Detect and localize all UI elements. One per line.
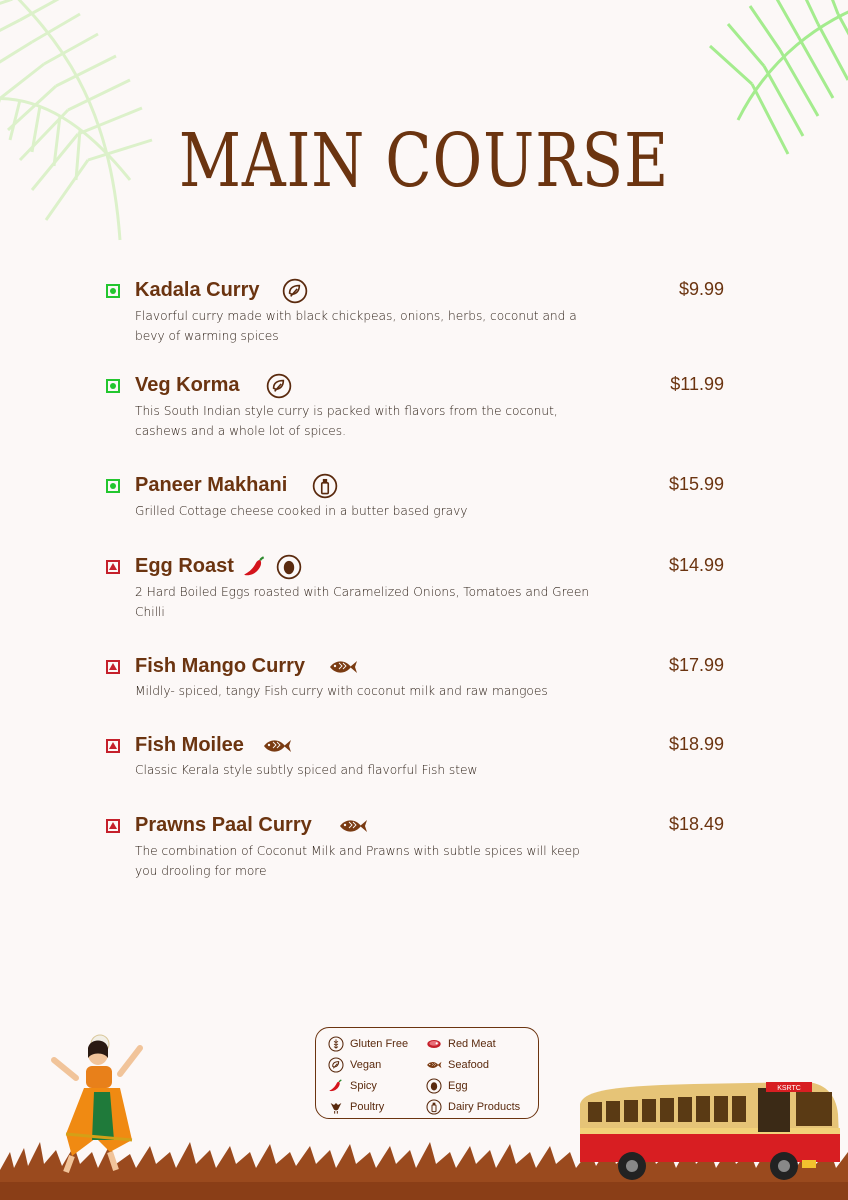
non-veg-mark-icon (106, 819, 120, 833)
item-price: $17.99 (668, 655, 724, 675)
legend-entry (426, 1075, 520, 1096)
page-title: MAIN COURSE (178, 118, 670, 204)
item-price: $18.49 (668, 814, 724, 834)
veg-mark-icon (106, 284, 120, 298)
dairy-icon (312, 473, 338, 499)
veg-mark-icon (106, 479, 120, 493)
dietary-legend (315, 1027, 539, 1119)
item-price: $15.99 (668, 474, 724, 494)
spicy-icon (328, 1078, 344, 1094)
egg-icon (276, 554, 302, 580)
item-name: Fish Mango Curry (135, 655, 306, 677)
legend-entry (426, 1054, 520, 1075)
legend-label: Gluten Free (350, 1037, 409, 1050)
legend-entry (426, 1096, 520, 1117)
item-name: Kadala Curry (135, 279, 260, 301)
item-description: Classic Kerala style subtly spiced and flavorful Fish stew (135, 763, 478, 777)
item-description: This South Indian style curry is packed with flavors from the coconut, cashews and a whole lot of spices. (135, 404, 558, 438)
legend-entry (426, 1033, 520, 1054)
item-description: Grilled Cottage cheese cooked in a butter based gravy (135, 504, 468, 518)
item-name: Prawns Paal Curry (135, 814, 312, 836)
item-name: Veg Korma (135, 374, 240, 396)
item-price: $11.99 (670, 374, 724, 394)
legend-entry (328, 1033, 408, 1054)
kerala-dancer-illustration (36, 1030, 156, 1180)
veg-mark-icon (106, 379, 120, 393)
seafood-icon (338, 816, 368, 836)
spicy-icon (242, 554, 268, 580)
legend-entry (328, 1096, 408, 1117)
non-veg-mark-icon (106, 560, 120, 574)
legend-label: Egg (448, 1079, 468, 1092)
legend-label: Vegan (350, 1058, 382, 1071)
legend-label: Red Meat (448, 1037, 496, 1050)
gluten-free-icon (328, 1036, 344, 1052)
legend-label: Dairy Products (448, 1100, 521, 1113)
vegan-icon (266, 373, 292, 399)
item-name: Egg Roast (135, 555, 234, 577)
item-name: Fish Moilee (135, 734, 244, 756)
item-description: 2 Hard Boiled Eggs roasted with Caramelized Onions, Tomatoes and Green Chilli (135, 585, 590, 619)
ksrtc-bus-illustration (574, 1074, 848, 1190)
bus-route-board: KSRTC (777, 1085, 801, 1092)
egg-icon (426, 1078, 442, 1094)
vegan-icon (282, 278, 308, 304)
legend-label: Seafood (448, 1058, 489, 1071)
legend-label: Poultry (350, 1100, 385, 1113)
item-price: $14.99 (668, 555, 724, 575)
vegan-icon (328, 1057, 344, 1073)
item-description: The combination of Coconut Milk and Prawns with subtle spices will keep you drooling for more (135, 844, 580, 878)
seafood-icon (328, 657, 358, 677)
item-name: Paneer Makhani (135, 474, 288, 496)
item-description: Mildly- spiced, tangy Fish curry with coconut milk and raw mangoes (135, 684, 548, 698)
legend-label: Spicy (350, 1079, 377, 1092)
item-description: Flavorful curry made with black chickpeas, onions, herbs, coconut and a bevy of warming spices (135, 309, 577, 343)
legend-entry (328, 1054, 408, 1075)
red-meat-icon (426, 1036, 442, 1052)
dairy-icon (426, 1099, 442, 1115)
non-veg-mark-icon (106, 739, 120, 753)
seafood-icon (426, 1057, 442, 1073)
poultry-icon (328, 1099, 344, 1115)
item-price: $9.99 (678, 279, 724, 299)
seafood-icon (262, 736, 292, 756)
legend-entry (328, 1075, 408, 1096)
item-price: $18.99 (668, 734, 724, 754)
non-veg-mark-icon (106, 660, 120, 674)
